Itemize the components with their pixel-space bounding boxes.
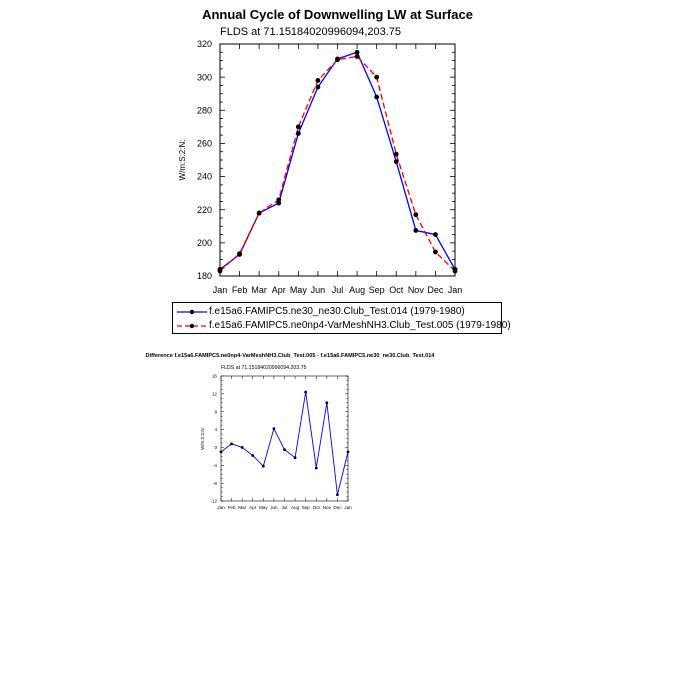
x-tick-label: Jul — [331, 285, 344, 295]
y-tick-label: -8 — [212, 480, 217, 486]
x-tick-label: Feb — [231, 285, 248, 295]
y-tick-label: 280 — [196, 105, 212, 116]
main-chart-subtitle: FLDS at 71.15184020996094,203.75 — [220, 26, 402, 38]
x-tick-label: Dec — [427, 285, 444, 295]
data-point-series-1 — [283, 448, 286, 451]
y-tick-label: 16 — [211, 373, 217, 379]
y-tick-label: 12 — [211, 391, 217, 397]
plot-frame — [221, 376, 348, 501]
x-tick-label: May — [289, 285, 307, 295]
x-tick-label: Jan — [447, 285, 463, 295]
x-tick-label: Apr — [271, 285, 286, 295]
x-tick-label: Oct — [312, 505, 320, 510]
y-tick-label: 240 — [196, 171, 212, 182]
y-tick-label: 220 — [196, 204, 212, 215]
data-point-series-1 — [262, 465, 265, 468]
x-tick-label: Nov — [407, 285, 424, 295]
x-tick-label: Jan — [344, 505, 352, 510]
x-tick-label: Jul — [281, 505, 288, 510]
x-tick-label: Jun — [270, 505, 278, 510]
y-tick-label: 260 — [196, 138, 212, 149]
x-tick-label: Mar — [251, 285, 267, 295]
main-chart-title: Annual Cycle of Downwelling LW at Surface — [202, 7, 473, 22]
x-tick-label: Apr — [249, 505, 257, 510]
x-tick-label: Jan — [217, 505, 225, 510]
legend-label-series-2: f.e15a6.FAMIPC5.ne0np4-VarMeshNH3.Club_Test.005 (1979-1980) — [209, 320, 511, 331]
diff-chart-title: Difference f.e15a6.FAMIPC5.ne0np4-VarMeshNH3.Club_Test.005 - f.e15a6.FAMIPC5.ne30_ne30.Club_Test.014 — [145, 353, 435, 359]
data-point-series-1 — [336, 493, 339, 496]
y-tick-label: 4 — [214, 427, 217, 433]
x-tick-label: Dec — [333, 505, 342, 510]
diff-chart-subtitle: FLDS at 71.15184020996094,203.75 — [221, 365, 307, 371]
y-tick-label: -4 — [212, 462, 217, 468]
data-point-series-1 — [220, 450, 223, 453]
y-tick-label: 8 — [214, 409, 217, 415]
y-axis-label: W/m:S:2:N: — [200, 427, 205, 450]
data-point-series-1 — [230, 442, 233, 445]
legend-label-series-1: f.e15a6.FAMIPC5.ne30_ne30.Club_Test.014 (1979-1980) — [209, 306, 465, 317]
x-tick-label: Nov — [322, 505, 331, 510]
x-tick-label: Sep — [368, 285, 385, 295]
data-point-series-1 — [273, 427, 276, 430]
series-line-1 — [221, 392, 348, 495]
x-tick-label: Aug — [290, 505, 300, 510]
x-tick-label: Aug — [349, 285, 366, 295]
x-tick-label: Sep — [301, 505, 310, 510]
data-point-series-1 — [251, 454, 254, 457]
y-tick-label: -12 — [210, 498, 217, 504]
y-tick-label: 200 — [196, 238, 212, 249]
data-point-series-1 — [347, 450, 350, 453]
x-tick-label: Jun — [310, 285, 326, 295]
data-point-series-1 — [325, 401, 328, 404]
data-point-series-1 — [315, 467, 318, 470]
data-point-series-1 — [294, 456, 297, 459]
x-tick-label: Oct — [389, 285, 404, 295]
y-tick-label: 300 — [196, 72, 212, 83]
data-point-series-1 — [241, 446, 244, 449]
y-tick-label: 0 — [214, 445, 217, 451]
x-tick-label: Mar — [238, 505, 247, 510]
x-tick-label: Jan — [212, 285, 228, 295]
x-tick-label: May — [258, 505, 268, 510]
x-tick-label: Feb — [227, 505, 236, 510]
y-tick-label: 180 — [196, 271, 212, 282]
y-axis-label: W/m:S:2:N: — [178, 139, 187, 181]
y-tick-label: 320 — [196, 39, 212, 50]
data-point-series-1 — [304, 391, 307, 394]
